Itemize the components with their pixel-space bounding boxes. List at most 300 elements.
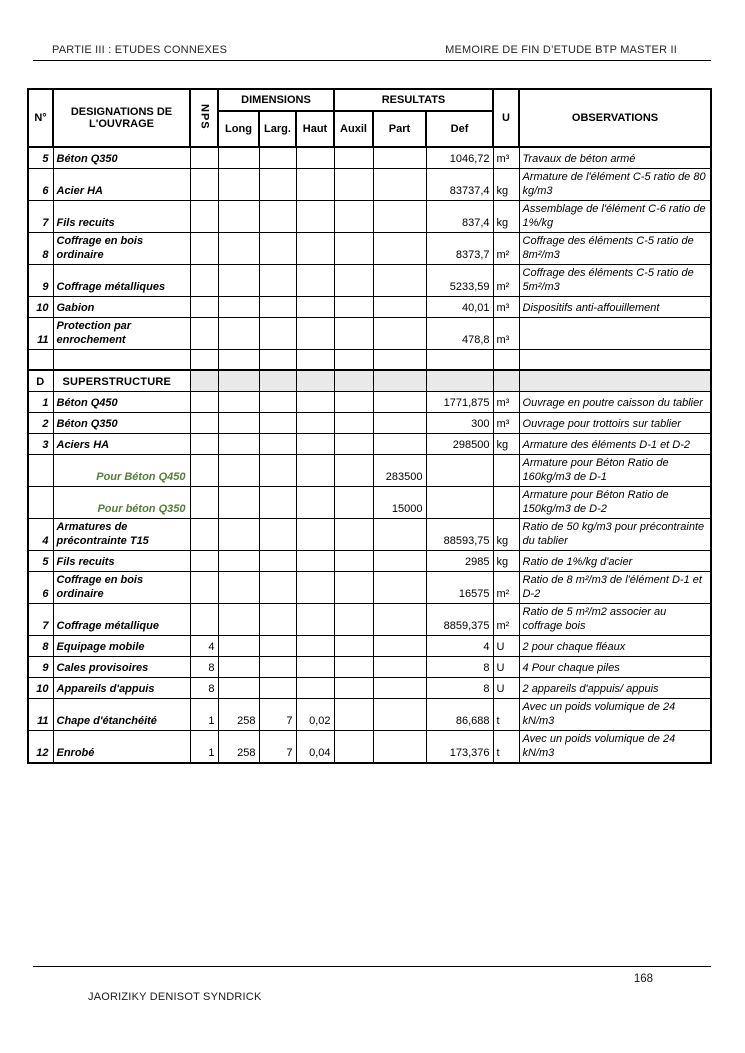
cell-u	[493, 349, 519, 370]
cell-designation: Béton Q350	[53, 147, 190, 168]
cell-designation: Cales provisoires	[53, 656, 190, 677]
cell-long	[218, 656, 259, 677]
cell-def: 88593,75	[426, 518, 493, 550]
cell-part	[373, 168, 426, 200]
cell-larg	[259, 264, 296, 296]
cell-long	[218, 349, 259, 370]
cell-auxil	[334, 232, 373, 264]
cell-u: m³	[493, 412, 519, 433]
cell-obs: Dispositifs anti-affouillement	[519, 296, 711, 317]
cell-larg	[259, 486, 296, 518]
running-header-left: PARTIE III : ETUDES CONNEXES	[52, 44, 228, 56]
cell-u: m²	[493, 232, 519, 264]
running-header-right: MEMOIRE DE FIN D’ETUDE BTP MASTER II	[445, 44, 677, 56]
cell-long	[218, 635, 259, 656]
cell-designation: Appareils d'appuis	[53, 677, 190, 698]
sub-item-row	[28, 454, 711, 486]
cell-haut	[296, 518, 334, 550]
cell-num: 12	[28, 730, 53, 763]
col-header-no: N°	[28, 89, 53, 147]
cell-def: 837,4	[426, 200, 493, 232]
cell-obs	[519, 349, 711, 370]
table-row	[28, 296, 711, 317]
table-row	[28, 147, 711, 168]
cell-long	[218, 603, 259, 635]
cell-part	[373, 518, 426, 550]
cell-obs: Ouvrage pour trottoirs sur tablier	[519, 412, 711, 433]
cell-larg	[259, 200, 296, 232]
cell-larg	[259, 635, 296, 656]
col-header-haut: Haut	[296, 111, 334, 147]
cell-larg	[259, 433, 296, 454]
cell-larg	[259, 412, 296, 433]
table-row	[28, 656, 711, 677]
cell-haut: 0,04	[296, 730, 334, 763]
cell-designation: Protection par enrochement	[53, 317, 190, 349]
cell-nps	[190, 317, 218, 349]
page-number: 168	[633, 973, 653, 985]
cell-haut	[296, 412, 334, 433]
table-header	[28, 89, 711, 147]
cell-long	[218, 391, 259, 412]
cell-def: 16575	[426, 571, 493, 603]
cell-part	[373, 677, 426, 698]
cell-auxil	[334, 730, 373, 763]
cell-obs: 2 appareils d'appuis/ appuis	[519, 677, 711, 698]
cell-def	[426, 454, 493, 486]
cell-num	[28, 454, 53, 486]
cell-designation: SUPERSTRUCTURE	[53, 370, 190, 391]
table-row	[28, 698, 711, 730]
col-header-long: Long	[218, 111, 259, 147]
cell-u: m²	[493, 571, 519, 603]
cell-auxil	[334, 698, 373, 730]
cell-nps: 4	[190, 635, 218, 656]
table-row	[28, 200, 711, 232]
cell-part	[373, 296, 426, 317]
cell-long	[218, 147, 259, 168]
cell-designation: Coffrage en bois ordinaire	[53, 571, 190, 603]
cell-num: 7	[28, 200, 53, 232]
table-row	[28, 232, 711, 264]
cell-part	[373, 264, 426, 296]
cell-u: U	[493, 677, 519, 698]
cell-larg	[259, 391, 296, 412]
cell-larg	[259, 296, 296, 317]
cell-obs: Armature pour Béton Ratio de 160kg/m3 de D-1	[519, 454, 711, 486]
cell-def: 300	[426, 412, 493, 433]
cell-haut	[296, 370, 334, 391]
cell-designation: Chape d'étanchéité	[53, 698, 190, 730]
cell-auxil	[334, 518, 373, 550]
table-row	[28, 518, 711, 550]
table-row	[28, 677, 711, 698]
cell-haut	[296, 147, 334, 168]
cell-obs: Ratio de 5 m²/m2 associer au coffrage bois	[519, 603, 711, 635]
cell-haut	[296, 603, 334, 635]
cell-num: 8	[28, 635, 53, 656]
col-header-part: Part	[373, 111, 426, 147]
cell-nps	[190, 603, 218, 635]
cell-long	[218, 296, 259, 317]
cell-def: 1771,875	[426, 391, 493, 412]
footer-rule	[33, 966, 711, 967]
cell-obs: Avec un poids volumique de 24 kN/m3	[519, 698, 711, 730]
cell-nps: 8	[190, 656, 218, 677]
cell-auxil	[334, 433, 373, 454]
col-header-nps	[190, 89, 218, 147]
table-row	[28, 391, 711, 412]
cell-obs: 4 Pour chaque piles	[519, 656, 711, 677]
cell-auxil	[334, 200, 373, 232]
cell-haut	[296, 200, 334, 232]
cell-auxil	[334, 486, 373, 518]
cell-designation: Acier HA	[53, 168, 190, 200]
cell-num: 11	[28, 317, 53, 349]
cell-nps	[190, 232, 218, 264]
col-header-larg: Larg.	[259, 111, 296, 147]
cell-num: 8	[28, 232, 53, 264]
cell-auxil	[334, 677, 373, 698]
cell-long	[218, 518, 259, 550]
cell-u: kg	[493, 168, 519, 200]
cell-haut	[296, 317, 334, 349]
cell-designation: Fils recuits	[53, 200, 190, 232]
cell-long	[218, 412, 259, 433]
cell-larg	[259, 550, 296, 571]
cell-obs: Assemblage de l'élément C-6 ratio de 1%/kg	[519, 200, 711, 232]
cell-designation: Aciers HA	[53, 433, 190, 454]
cell-part	[373, 412, 426, 433]
cell-haut	[296, 349, 334, 370]
cell-obs	[519, 317, 711, 349]
cell-long	[218, 550, 259, 571]
cell-auxil	[334, 550, 373, 571]
cell-u: U	[493, 635, 519, 656]
cell-u: m³	[493, 391, 519, 412]
table-body	[28, 147, 711, 763]
table-row	[28, 603, 711, 635]
cell-def: 4	[426, 635, 493, 656]
cell-num: 5	[28, 550, 53, 571]
cell-obs: Ouvrage en poutre caisson du tablier	[519, 391, 711, 412]
cell-larg	[259, 454, 296, 486]
cell-obs: Armature des éléments D-1 et D-2	[519, 433, 711, 454]
cell-num: 7	[28, 603, 53, 635]
cell-num: 9	[28, 264, 53, 296]
cell-num: 9	[28, 656, 53, 677]
cell-larg	[259, 603, 296, 635]
cell-u: m²	[493, 603, 519, 635]
cell-long	[218, 200, 259, 232]
cell-larg	[259, 656, 296, 677]
cell-larg	[259, 571, 296, 603]
cell-u: kg	[493, 550, 519, 571]
cell-u	[493, 486, 519, 518]
cell-haut	[296, 550, 334, 571]
cell-num: 5	[28, 147, 53, 168]
cell-def: 8	[426, 677, 493, 698]
group-header-dimensions: DIMENSIONS	[218, 89, 334, 111]
cell-nps	[190, 349, 218, 370]
cell-obs: Ratio de 50 kg/m3 pour précontrainte du tablier	[519, 518, 711, 550]
cell-obs	[519, 370, 711, 391]
cell-long	[218, 264, 259, 296]
cell-def: 478,8	[426, 317, 493, 349]
cell-part	[373, 698, 426, 730]
cell-part	[373, 730, 426, 763]
table-row	[28, 264, 711, 296]
cell-part	[373, 200, 426, 232]
cell-auxil	[334, 454, 373, 486]
table-row	[28, 168, 711, 200]
sub-item-row	[28, 486, 711, 518]
cell-def: 5233,59	[426, 264, 493, 296]
cell-obs: Avec un poids volumique de 24 kN/m3	[519, 730, 711, 763]
cell-obs: Coffrage des éléments C-5 ratio de 8m²/m3	[519, 232, 711, 264]
cell-num	[28, 486, 53, 518]
cell-designation: Béton Q350	[53, 412, 190, 433]
nps-vertical-label: NPS	[198, 103, 211, 130]
cell-nps	[190, 571, 218, 603]
cell-nps	[190, 391, 218, 412]
cell-u: kg	[493, 433, 519, 454]
cell-part	[373, 571, 426, 603]
cell-designation: Coffrage en bois ordinaire	[53, 232, 190, 264]
cell-num: 3	[28, 433, 53, 454]
table-row	[28, 571, 711, 603]
cell-num: 1	[28, 391, 53, 412]
cell-larg: 7	[259, 698, 296, 730]
cell-auxil	[334, 391, 373, 412]
cell-u: kg	[493, 518, 519, 550]
cell-num: 6	[28, 571, 53, 603]
table-row	[28, 635, 711, 656]
cell-u: m³	[493, 317, 519, 349]
cell-def: 2985	[426, 550, 493, 571]
cell-def: 8	[426, 656, 493, 677]
cell-designation: Equipage mobile	[53, 635, 190, 656]
cell-u: t	[493, 698, 519, 730]
cell-num: 11	[28, 698, 53, 730]
cell-def: 298500	[426, 433, 493, 454]
cell-u: t	[493, 730, 519, 763]
cell-nps: 1	[190, 698, 218, 730]
cell-nps	[190, 486, 218, 518]
cell-auxil	[334, 349, 373, 370]
cell-auxil	[334, 168, 373, 200]
col-header-designation: DESIGNATIONS DE L'OUVRAGE	[53, 89, 190, 147]
cell-larg	[259, 147, 296, 168]
cell-nps	[190, 370, 218, 391]
cell-def: 8373,7	[426, 232, 493, 264]
cell-designation: Enrobé	[53, 730, 190, 763]
cell-auxil	[334, 370, 373, 391]
cell-part	[373, 603, 426, 635]
cell-haut	[296, 454, 334, 486]
col-header-observations: OBSERVATIONS	[519, 89, 711, 147]
cell-part	[373, 391, 426, 412]
cell-long	[218, 677, 259, 698]
cell-nps	[190, 454, 218, 486]
cell-designation: Fils recuits	[53, 550, 190, 571]
cell-long	[218, 317, 259, 349]
cell-u	[493, 454, 519, 486]
cell-designation: Pour Béton Q450	[53, 454, 190, 486]
table-row	[28, 317, 711, 349]
cell-designation: Coffrage métallique	[53, 603, 190, 635]
cell-part	[373, 147, 426, 168]
cell-nps	[190, 433, 218, 454]
cell-part	[373, 656, 426, 677]
cell-nps	[190, 147, 218, 168]
header-rule	[33, 60, 711, 61]
cell-part	[373, 349, 426, 370]
cell-nps	[190, 550, 218, 571]
cell-u: m²	[493, 264, 519, 296]
cell-long	[218, 571, 259, 603]
cell-part: 15000	[373, 486, 426, 518]
cell-u: m³	[493, 147, 519, 168]
spacer-row	[28, 349, 711, 370]
cell-num: 2	[28, 412, 53, 433]
cell-obs: Ratio de 1%/kg d'acier	[519, 550, 711, 571]
footer-author: JAORIZIKY DENISOT SYNDRICK	[88, 991, 262, 1003]
cell-num: 4	[28, 518, 53, 550]
cell-long	[218, 370, 259, 391]
cell-num: 6	[28, 168, 53, 200]
cell-obs: 2 pour chaque fléaux	[519, 635, 711, 656]
cell-part	[373, 433, 426, 454]
cell-u	[493, 370, 519, 391]
cell-larg	[259, 518, 296, 550]
table-row	[28, 412, 711, 433]
cell-auxil	[334, 635, 373, 656]
cell-larg	[259, 232, 296, 264]
col-header-auxil: Auxil	[334, 111, 373, 147]
cell-haut	[296, 264, 334, 296]
table-container	[27, 88, 712, 764]
cell-auxil	[334, 147, 373, 168]
cell-haut	[296, 391, 334, 412]
cell-haut	[296, 635, 334, 656]
cell-obs: Travaux de béton armé	[519, 147, 711, 168]
cell-long	[218, 232, 259, 264]
cell-part	[373, 232, 426, 264]
cell-def: 173,376	[426, 730, 493, 763]
cell-designation	[53, 349, 190, 370]
cell-designation: Béton Q450	[53, 391, 190, 412]
cell-larg	[259, 168, 296, 200]
cell-long	[218, 454, 259, 486]
cell-haut	[296, 656, 334, 677]
cell-part	[373, 635, 426, 656]
table-row	[28, 730, 711, 763]
cell-larg	[259, 349, 296, 370]
cell-nps: 1	[190, 730, 218, 763]
cell-num: 10	[28, 296, 53, 317]
cell-nps: 8	[190, 677, 218, 698]
cell-part	[373, 370, 426, 391]
main-table	[27, 88, 712, 764]
cell-larg: 7	[259, 730, 296, 763]
cell-haut	[296, 486, 334, 518]
cell-haut	[296, 433, 334, 454]
col-header-def: Def	[426, 111, 493, 147]
cell-designation: Coffrage métalliques	[53, 264, 190, 296]
cell-u: kg	[493, 200, 519, 232]
cell-obs: Armature de l'élément C-5 ratio de 80 kg/m3	[519, 168, 711, 200]
cell-auxil	[334, 296, 373, 317]
cell-auxil	[334, 571, 373, 603]
cell-def	[426, 486, 493, 518]
cell-nps	[190, 412, 218, 433]
cell-obs: Coffrage des éléments C-5 ratio de 5m²/m3	[519, 264, 711, 296]
cell-part	[373, 550, 426, 571]
cell-auxil	[334, 656, 373, 677]
cell-def: 40,01	[426, 296, 493, 317]
cell-auxil	[334, 412, 373, 433]
cell-larg	[259, 677, 296, 698]
cell-long: 258	[218, 698, 259, 730]
cell-haut	[296, 571, 334, 603]
table-row	[28, 550, 711, 571]
cell-designation: Gabion	[53, 296, 190, 317]
section-row	[28, 370, 711, 391]
cell-haut	[296, 296, 334, 317]
cell-larg	[259, 317, 296, 349]
cell-long	[218, 168, 259, 200]
cell-auxil	[334, 603, 373, 635]
cell-long	[218, 486, 259, 518]
cell-nps	[190, 168, 218, 200]
cell-nps	[190, 264, 218, 296]
cell-designation: Armatures de précontrainte T15	[53, 518, 190, 550]
cell-long: 258	[218, 730, 259, 763]
cell-auxil	[334, 264, 373, 296]
cell-u: m³	[493, 296, 519, 317]
cell-def: 1046,72	[426, 147, 493, 168]
cell-def	[426, 349, 493, 370]
cell-haut	[296, 168, 334, 200]
cell-nps	[190, 518, 218, 550]
cell-num: D	[28, 370, 53, 391]
cell-nps	[190, 200, 218, 232]
cell-def: 86,688	[426, 698, 493, 730]
group-header-resultats: RESULTATS	[334, 89, 493, 111]
cell-u: U	[493, 656, 519, 677]
cell-designation: Pour béton Q350	[53, 486, 190, 518]
cell-auxil	[334, 317, 373, 349]
cell-part: 283500	[373, 454, 426, 486]
cell-def: 8859,375	[426, 603, 493, 635]
cell-obs: Armature pour Béton Ratio de 150kg/m3 de D-2	[519, 486, 711, 518]
cell-def: 83737,4	[426, 168, 493, 200]
table-row	[28, 433, 711, 454]
cell-haut: 0,02	[296, 698, 334, 730]
cell-num	[28, 349, 53, 370]
cell-def	[426, 370, 493, 391]
cell-part	[373, 317, 426, 349]
cell-long	[218, 433, 259, 454]
cell-num: 10	[28, 677, 53, 698]
cell-haut	[296, 232, 334, 264]
cell-nps	[190, 296, 218, 317]
cell-larg	[259, 370, 296, 391]
cell-haut	[296, 677, 334, 698]
col-header-u: U	[493, 89, 519, 147]
cell-obs: Ratio de 8 m²/m3 de l'élément D-1 et D-2	[519, 571, 711, 603]
